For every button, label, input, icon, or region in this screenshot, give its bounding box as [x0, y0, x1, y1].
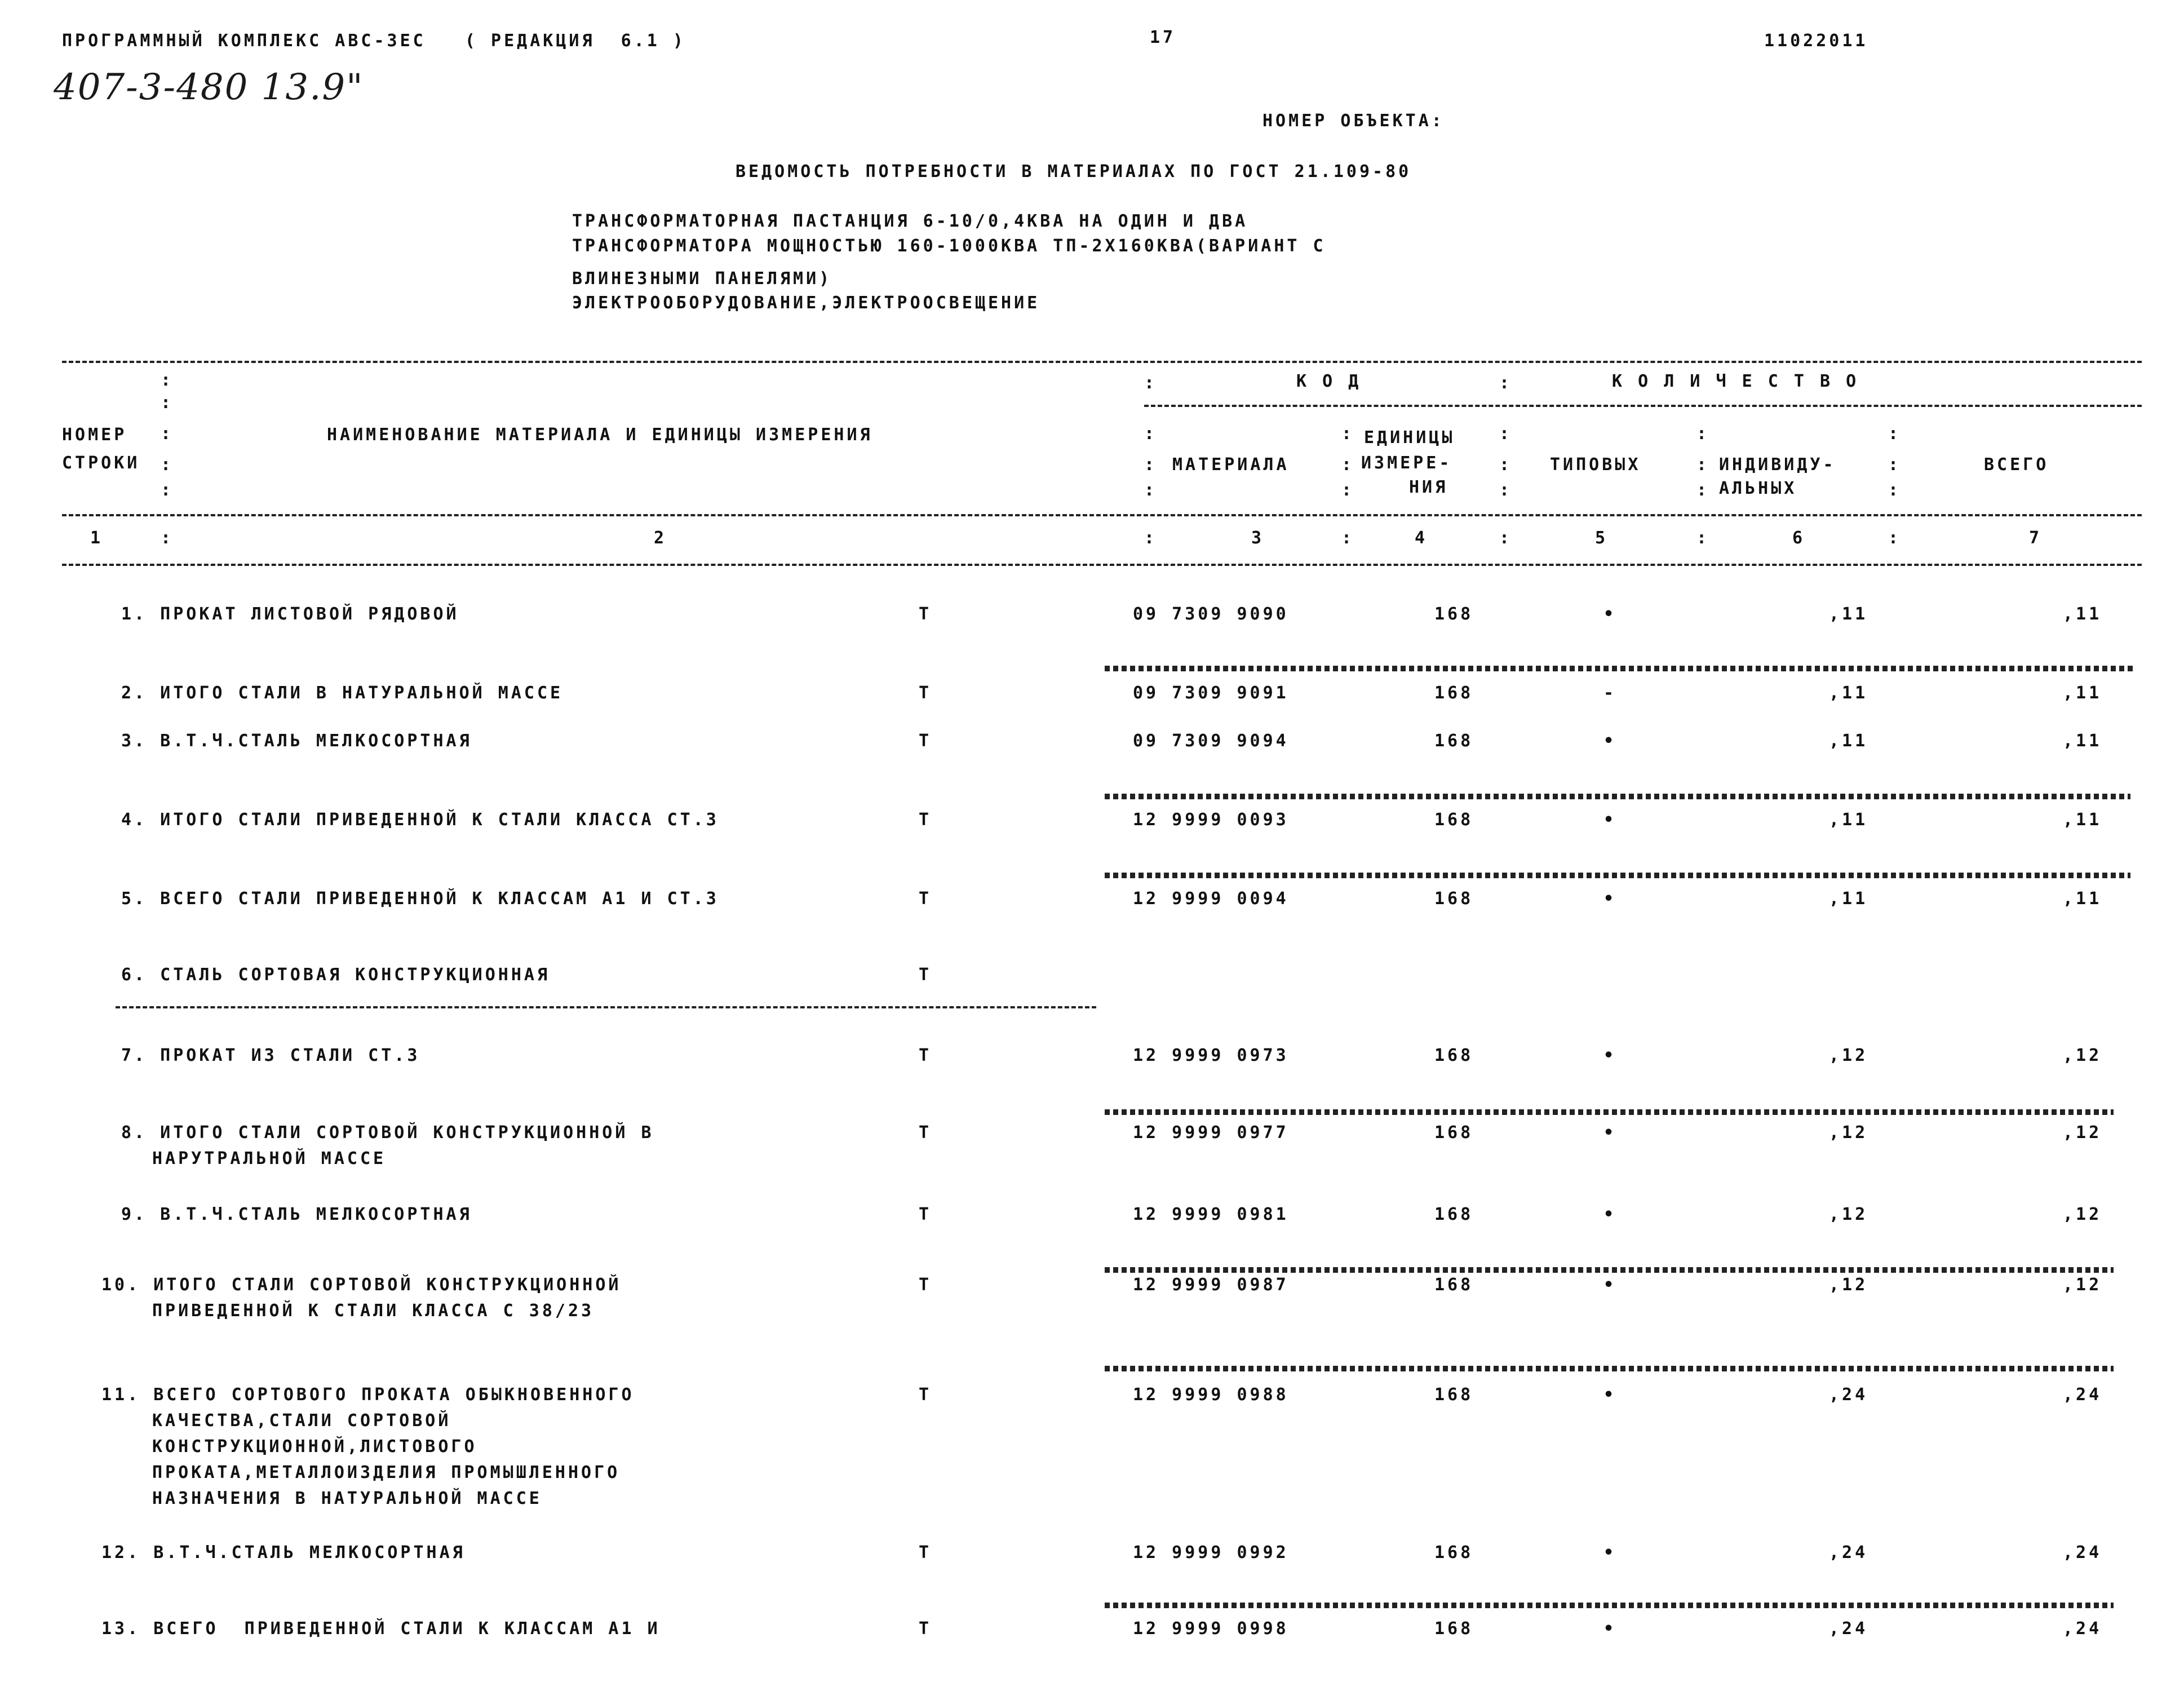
column-number-3: 3 [1251, 528, 1265, 548]
material-code-cell: 09 7309 9091 [1133, 683, 1289, 703]
subtitle-line-1: ТРАНСФОРМАТОРНАЯ ПАСТАНЦИЯ 6-10/0,4КВА НА ОДИН И ДВА [572, 211, 1248, 231]
header-quantity-individual-1: ИНДИВИДУ- [1719, 455, 1836, 475]
unit-code-cell: 168 [1434, 683, 1474, 703]
material-code-cell: 09 7309 9094 [1133, 731, 1289, 751]
material-code-cell: 09 7309 9090 [1133, 604, 1289, 624]
row-separator [1105, 664, 2136, 671]
total-qty-cell: ,12 [2063, 1123, 2102, 1143]
header-quantity-individual-2: АЛЬНЫХ [1719, 479, 1797, 498]
unit-cell: Т [919, 683, 932, 703]
column-number-2: 2 [654, 528, 667, 548]
individual-qty-cell: ,12 [1829, 1205, 1868, 1224]
typical-qty-cell: • [1603, 889, 1617, 909]
unit-cell: Т [919, 604, 932, 624]
material-name-cell: 1. ПРОКАТ ЛИСТОВОЙ РЯДОВОЙ [121, 604, 459, 624]
total-qty-cell: ,11 [2063, 604, 2102, 624]
unit-code-cell: 168 [1434, 1123, 1474, 1143]
material-name-cell: 9. В.Т.Ч.СТАЛЬ МЕЛКОСОРТНАЯ [121, 1205, 472, 1224]
header-material-name: НАИМЕНОВАНИЕ МАТЕРИАЛА И ЕДИНИЦЫ ИЗМЕРЕНИЯ [327, 425, 873, 445]
individual-qty-cell: ,11 [1829, 731, 1868, 751]
row-separator [1105, 1364, 2114, 1371]
column-number-7: 7 [2029, 528, 2043, 548]
subtitle-line-4: ЭЛЕКТРООБОРУДОВАНИЕ,ЭЛЕКТРООСВЕЩЕНИЕ [572, 293, 1040, 313]
unit-code-cell: 168 [1434, 604, 1474, 624]
column-number-5: 5 [1595, 528, 1609, 548]
total-qty-cell: ,24 [2063, 1385, 2102, 1405]
row-separator [1105, 1108, 2114, 1115]
total-qty-cell: ,11 [2063, 810, 2102, 830]
typical-qty-cell: • [1603, 1046, 1617, 1065]
unit-code-cell: 168 [1434, 889, 1474, 909]
typical-qty-cell: • [1603, 1275, 1617, 1295]
material-name-cell: 3. В.Т.Ч.СТАЛЬ МЕЛКОСОРТНАЯ [121, 731, 472, 751]
individual-qty-cell: ,24 [1829, 1385, 1868, 1405]
unit-code-cell: 168 [1434, 1275, 1474, 1295]
date-code: 11022011 [1764, 31, 1868, 51]
individual-qty-cell: ,11 [1829, 604, 1868, 624]
header-row-number-2: СТРОКИ [62, 453, 140, 473]
total-qty-cell: ,11 [2063, 731, 2102, 751]
material-code-cell: 12 9999 0981 [1133, 1205, 1289, 1224]
typical-qty-cell: • [1603, 1619, 1617, 1639]
unit-code-cell: 168 [1434, 1543, 1474, 1563]
material-code-cell: 12 9999 0094 [1133, 889, 1289, 909]
material-name-cell: 7. ПРОКАТ ИЗ СТАЛИ СТ.3 [121, 1046, 420, 1065]
individual-qty-cell: ,12 [1829, 1275, 1868, 1295]
material-name-cell: 8. ИТОГО СТАЛИ СОРТОВОЙ КОНСТРУКЦИОННОЙ В [121, 1123, 654, 1143]
unit-cell: Т [919, 1275, 932, 1295]
header-mid-rule [62, 514, 2142, 516]
header-code-unit-3: НИЯ [1409, 477, 1448, 497]
material-name-continuation: НАРУТРАЛЬНОЙ МАССЕ [152, 1149, 387, 1169]
individual-qty-cell: ,12 [1829, 1123, 1868, 1143]
material-name-cell: 13. ВСЕГО ПРИВЕДЕННОЙ СТАЛИ К КЛАССАМ А1 И [101, 1619, 661, 1639]
section-divider [116, 1006, 1096, 1008]
material-name-continuation: КОНСТРУКЦИОННОЙ,ЛИСТОВОГО [152, 1437, 477, 1457]
material-code-cell: 12 9999 0992 [1133, 1543, 1289, 1563]
unit-cell: Т [919, 1543, 932, 1563]
row-separator [1105, 871, 2130, 878]
total-qty-cell: ,12 [2063, 1275, 2102, 1295]
material-code-cell: 12 9999 0998 [1133, 1619, 1289, 1639]
header-code-unit-1: ЕДИНИЦЫ [1364, 428, 1455, 448]
material-name-continuation: ПРОКАТА,МЕТАЛЛОИЗДЕЛИЯ ПРОМЫШЛЕННОГО [152, 1463, 621, 1482]
material-name-continuation: ПРИВЕДЕННОЙ К СТАЛИ КЛАССА С 38/23 [152, 1301, 595, 1321]
column-number-1: 1 [90, 528, 104, 548]
program-label: ПРОГРАММНЫЙ КОМПЛЕКС АВС-3ЕС ( РЕДАКЦИЯ 6.1 ) [62, 31, 686, 51]
unit-code-cell: 168 [1434, 1046, 1474, 1065]
typical-qty-cell: • [1603, 1205, 1617, 1224]
total-qty-cell: ,12 [2063, 1046, 2102, 1065]
unit-cell: Т [919, 810, 932, 830]
total-qty-cell: ,24 [2063, 1619, 2102, 1639]
header-code-unit-2: ИЗМЕРЕ- [1361, 453, 1452, 473]
typical-qty-cell: • [1603, 731, 1617, 751]
unit-cell: Т [919, 965, 932, 985]
individual-qty-cell: ,24 [1829, 1619, 1868, 1639]
unit-code-cell: 168 [1434, 1619, 1474, 1639]
individual-qty-cell: ,11 [1829, 683, 1868, 703]
material-name-cell: 2. ИТОГО СТАЛИ В НАТУРАЛЬНОЙ МАССЕ [121, 683, 564, 703]
unit-cell: Т [919, 1046, 932, 1065]
typical-qty-cell: • [1603, 1123, 1617, 1143]
row-separator [1105, 1265, 2114, 1273]
individual-qty-cell: ,12 [1829, 1046, 1868, 1065]
typical-qty-cell: • [1603, 604, 1617, 624]
unit-code-cell: 168 [1434, 1385, 1474, 1405]
unit-code-cell: 168 [1434, 731, 1474, 751]
material-code-cell: 12 9999 0093 [1133, 810, 1289, 830]
material-code-cell: 12 9999 0977 [1133, 1123, 1289, 1143]
material-name-cell: 11. ВСЕГО СОРТОВОГО ПРОКАТА ОБЫКНОВЕННОГО [101, 1385, 635, 1405]
material-name-continuation: НАЗНАЧЕНИЯ В НАТУРАЛЬНОЙ МАССЕ [152, 1489, 542, 1508]
unit-code-cell: 168 [1434, 1205, 1474, 1224]
unit-cell: Т [919, 1205, 932, 1224]
header-quantity-group: К О Л И Ч Е С Т В О [1612, 371, 1859, 391]
individual-qty-cell: ,11 [1829, 889, 1868, 909]
material-code-cell: 12 9999 0987 [1133, 1275, 1289, 1295]
subtitle-line-2: ТРАНСФОРМАТОРА МОЩНОСТЬЮ 160-1000КВА ТП-2Х160КВА(ВАРИАНТ С [572, 236, 1326, 256]
handwritten-document-number: 407-3-480 13.9" [54, 67, 364, 108]
typical-qty-cell: • [1603, 1543, 1617, 1563]
total-qty-cell: ,11 [2063, 683, 2102, 703]
individual-qty-cell: ,11 [1829, 810, 1868, 830]
document-title: ВЕДОМОСТЬ ПОТРЕБНОСТИ В МАТЕРИАЛАХ ПО ГОСТ 21.109-80 [736, 162, 1412, 182]
total-qty-cell: ,11 [2063, 889, 2102, 909]
page-number: 17 [1150, 28, 1176, 47]
row-separator [1105, 792, 2130, 799]
unit-cell: Т [919, 1385, 932, 1405]
typical-qty-cell: • [1603, 1385, 1617, 1405]
header-group-rule [1144, 405, 2142, 407]
header-quantity-typical: ТИПОВЫХ [1550, 455, 1641, 475]
column-number-4: 4 [1415, 528, 1428, 548]
row-separator [1105, 1601, 2114, 1608]
header-bottom-rule [62, 564, 2142, 566]
header-quantity-total: ВСЕГО [1984, 455, 2049, 475]
material-code-cell: 12 9999 0988 [1133, 1385, 1289, 1405]
material-name-cell: 12. В.Т.Ч.СТАЛЬ МЕЛКОСОРТНАЯ [101, 1543, 466, 1563]
material-name-cell: 6. СТАЛЬ СОРТОВАЯ КОНСТРУКЦИОННАЯ [121, 965, 551, 985]
material-name-cell: 10. ИТОГО СТАЛИ СОРТОВОЙ КОНСТРУКЦИОННОЙ [101, 1275, 622, 1295]
subtitle-line-3: ВЛИНЕЗНЫМИ ПАНЕЛЯМИ) [572, 269, 832, 289]
material-code-cell: 12 9999 0973 [1133, 1046, 1289, 1065]
unit-code-cell: 168 [1434, 810, 1474, 830]
header-code-group: К О Д [1296, 371, 1362, 391]
header-top-rule [62, 361, 2142, 363]
unit-cell: Т [919, 1123, 932, 1143]
object-number-label: НОМЕР ОБЪЕКТА: [1262, 111, 1445, 131]
material-name-cell: 4. ИТОГО СТАЛИ ПРИВЕДЕННОЙ К СТАЛИ КЛАССА СТ.3 [121, 810, 719, 830]
material-name-cell: 5. ВСЕГО СТАЛИ ПРИВЕДЕННОЙ К КЛАССАМ А1 И СТ.3 [121, 889, 719, 909]
header-code-material: МАТЕРИАЛА [1172, 455, 1290, 475]
column-number-6: 6 [1792, 528, 1806, 548]
unit-cell: Т [919, 889, 932, 909]
typical-qty-cell: • [1603, 810, 1617, 830]
unit-cell: Т [919, 1619, 932, 1639]
typical-qty-cell: - [1603, 683, 1617, 703]
total-qty-cell: ,24 [2063, 1543, 2102, 1563]
unit-cell: Т [919, 731, 932, 751]
header-row-number: НОМЕР [62, 425, 127, 445]
material-name-continuation: КАЧЕСТВА,СТАЛИ СОРТОВОЙ [152, 1411, 451, 1431]
individual-qty-cell: ,24 [1829, 1543, 1868, 1563]
total-qty-cell: ,12 [2063, 1205, 2102, 1224]
